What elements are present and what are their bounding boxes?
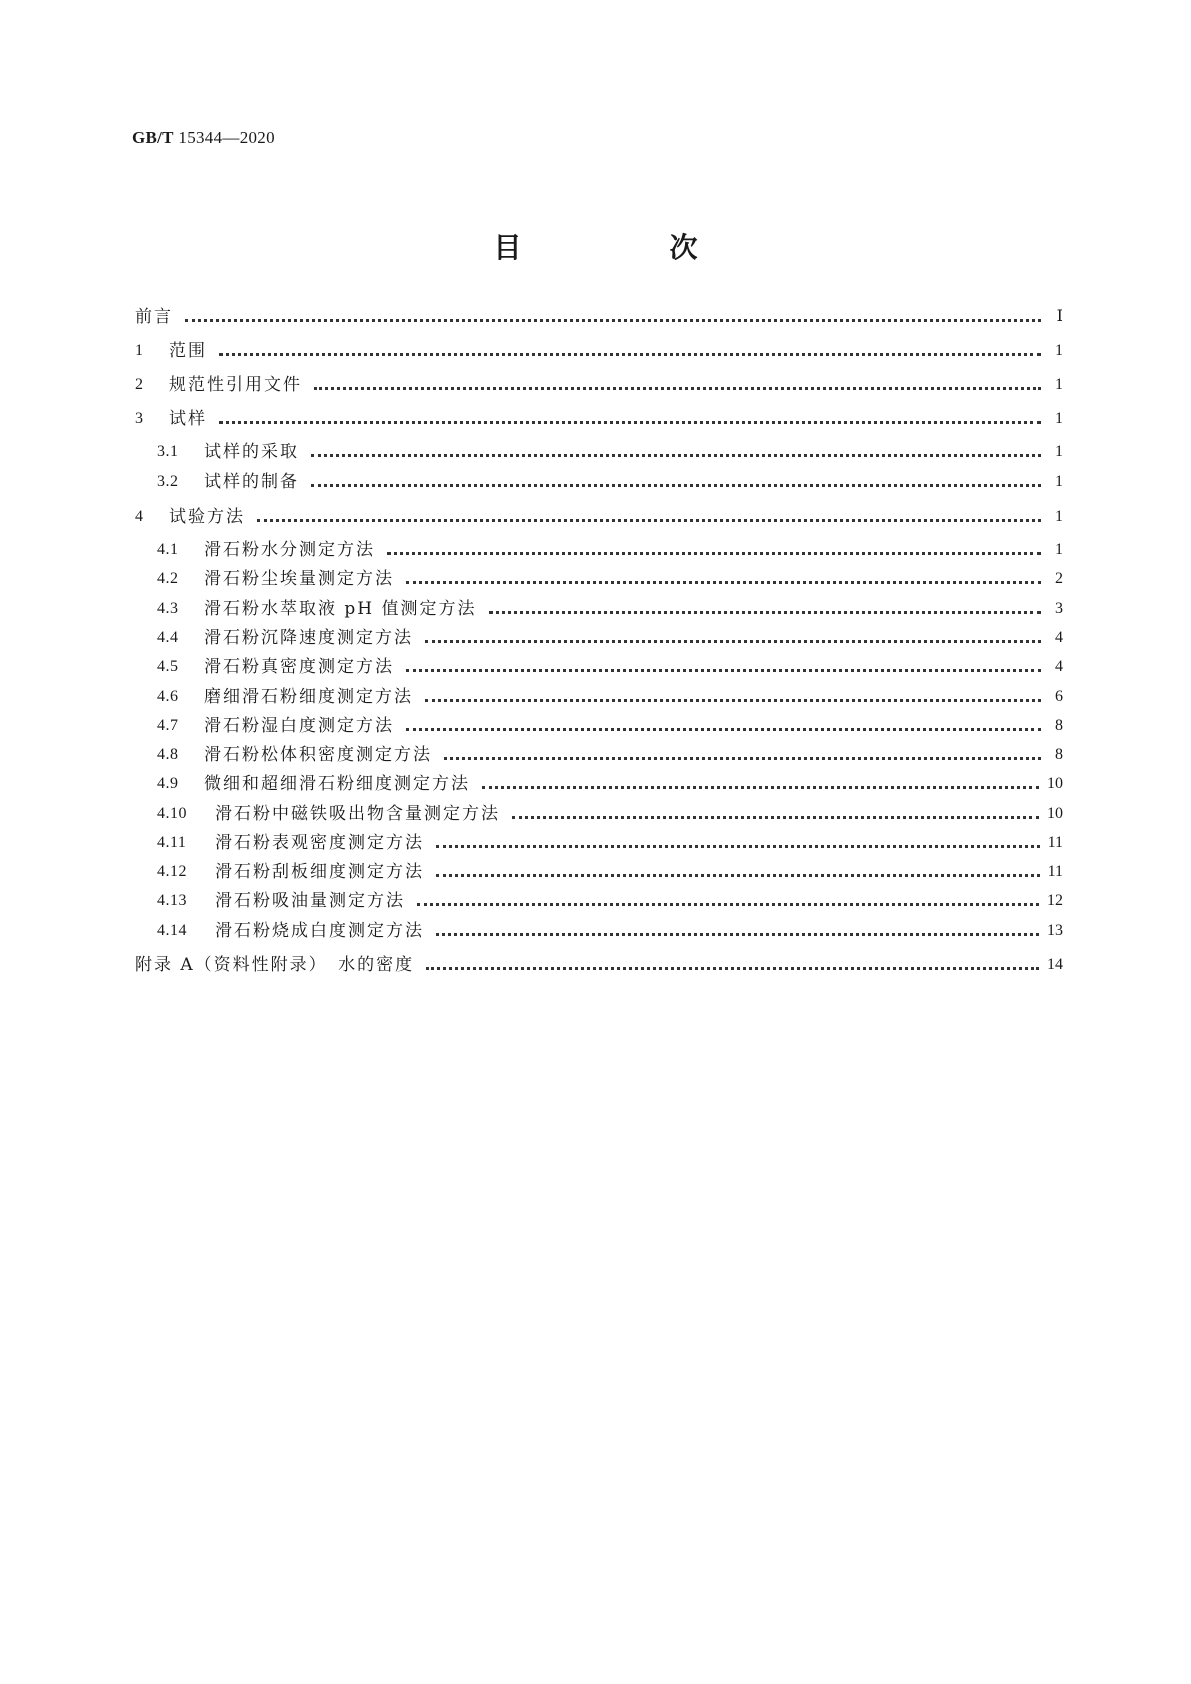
toc-entry[interactable] (135, 470, 1063, 494)
toc-entry-title: 滑石粉表观密度测定方法 (215, 833, 424, 853)
toc-page-number: Ⅰ (1056, 308, 1063, 325)
toc-entry[interactable] (135, 772, 1063, 796)
toc-page-number: 1 (1055, 410, 1063, 427)
toc-entry[interactable] (135, 860, 1063, 884)
toc-dot-leader (436, 874, 1040, 877)
standard-number: 15344—2020 (178, 128, 275, 147)
toc-entry-title: 滑石粉中磁铁吸出物含量测定方法 (215, 804, 500, 824)
toc-entry-number: 4.7 (157, 717, 179, 734)
toc-entry[interactable] (135, 440, 1063, 464)
toc-entry-number: 3.2 (157, 473, 179, 490)
toc-page-number: 10 (1047, 775, 1063, 792)
toc-page-number: 1 (1055, 376, 1063, 393)
toc-entry[interactable] (135, 655, 1063, 679)
toc-entry[interactable] (135, 919, 1063, 943)
toc-entry-title: 规范性引用文件 (169, 375, 302, 395)
standard-code: GB/T (132, 128, 174, 147)
toc-entry-title: 滑石粉沉降速度测定方法 (204, 628, 413, 648)
toc-entry[interactable] (135, 889, 1063, 913)
toc-entry-number: 4.11 (157, 834, 187, 851)
toc-entry-title: 微细和超细滑石粉细度测定方法 (204, 774, 470, 794)
toc-dot-leader (425, 699, 1041, 702)
toc-page-number: 1 (1055, 443, 1063, 460)
toc-dot-leader (512, 816, 1039, 819)
toc-page-number: 12 (1047, 892, 1063, 909)
toc-entry-title: 试样 (169, 409, 207, 429)
toc-entry-number: 4.4 (157, 629, 179, 646)
toc-entry-title: 滑石粉水萃取液 pH 值测定方法 (204, 599, 477, 619)
page-title: 目 次 (493, 231, 758, 264)
toc-entry[interactable] (135, 685, 1063, 709)
toc-dot-leader (436, 845, 1040, 848)
table-of-contents (135, 0, 1063, 1100)
toc-dot-leader (417, 903, 1039, 906)
toc-dot-leader (444, 757, 1041, 760)
toc-dot-leader (406, 581, 1041, 584)
toc-entry-title: 滑石粉刮板细度测定方法 (215, 862, 424, 882)
toc-page-number: 1 (1055, 473, 1063, 490)
toc-entry-title: 滑石粉松体积密度测定方法 (204, 745, 432, 765)
toc-page-number: 8 (1055, 746, 1063, 763)
toc-entry[interactable] (135, 597, 1063, 621)
toc-entry-title: 前言 (135, 307, 173, 327)
toc-dot-leader (314, 387, 1041, 390)
toc-page-number: 13 (1047, 922, 1063, 939)
toc-entry[interactable] (135, 714, 1063, 738)
toc-entry-title: 滑石粉尘埃量测定方法 (204, 569, 394, 589)
toc-dot-leader (436, 933, 1039, 936)
toc-entry-title: 范围 (169, 341, 207, 361)
toc-dot-leader (406, 669, 1041, 672)
toc-entry[interactable] (135, 953, 1063, 977)
toc-dot-leader (406, 728, 1041, 731)
toc-entry[interactable] (135, 339, 1063, 363)
toc-entry[interactable] (135, 305, 1063, 329)
toc-entry-number: 4.10 (157, 805, 187, 822)
toc-page-number: 14 (1047, 956, 1063, 973)
toc-entry-number: 4.3 (157, 600, 179, 617)
toc-page-number: 1 (1055, 508, 1063, 525)
toc-entry[interactable] (135, 538, 1063, 562)
toc-entry-title: 附录 A（资料性附录） 水的密度 (135, 955, 415, 975)
toc-page-number: 3 (1055, 600, 1063, 617)
toc-dot-leader (387, 552, 1041, 555)
toc-entry-number: 4.6 (157, 688, 179, 705)
toc-dot-leader (257, 519, 1041, 522)
toc-page-number: 2 (1055, 570, 1063, 587)
toc-dot-leader (219, 353, 1041, 356)
toc-page-number: 4 (1055, 629, 1063, 646)
toc-entry[interactable] (135, 505, 1063, 529)
toc-entry-title: 滑石粉水分测定方法 (204, 540, 375, 560)
toc-entry-number: 4.13 (157, 892, 187, 909)
toc-entry-number: 4.8 (157, 746, 179, 763)
toc-page-number: 10 (1047, 805, 1063, 822)
toc-entry-number: 3 (135, 410, 144, 427)
toc-entry-title: 磨细滑石粉细度测定方法 (204, 687, 413, 707)
toc-page-number: 11 (1047, 834, 1063, 851)
toc-entry[interactable] (135, 407, 1063, 431)
toc-entry-number: 4.9 (157, 775, 179, 792)
toc-entry-number: 1 (135, 342, 144, 359)
toc-entry[interactable] (135, 831, 1063, 855)
toc-page-number: 1 (1055, 541, 1063, 558)
toc-entry-number: 3.1 (157, 443, 179, 460)
toc-entry-number: 4 (135, 508, 144, 525)
toc-entry[interactable] (135, 373, 1063, 397)
toc-entry-number: 4.2 (157, 570, 179, 587)
toc-entry-number: 4.1 (157, 541, 179, 558)
toc-dot-leader (482, 786, 1039, 789)
toc-entry-number: 2 (135, 376, 144, 393)
toc-page-number: 8 (1055, 717, 1063, 734)
toc-dot-leader (219, 421, 1041, 424)
toc-entry[interactable] (135, 743, 1063, 767)
toc-entry[interactable] (135, 567, 1063, 591)
toc-entry-title: 滑石粉真密度测定方法 (204, 657, 394, 677)
toc-dot-leader (311, 484, 1041, 487)
toc-page-number: 4 (1055, 658, 1063, 675)
toc-entry-title: 试样的制备 (204, 472, 299, 492)
toc-entry-number: 4.12 (157, 863, 187, 880)
toc-dot-leader (489, 611, 1041, 614)
toc-page-number: 11 (1047, 863, 1063, 880)
toc-entry-number: 4.5 (157, 658, 179, 675)
toc-page-number: 6 (1055, 688, 1063, 705)
toc-dot-leader (426, 967, 1039, 970)
toc-entry-title: 滑石粉吸油量测定方法 (215, 891, 405, 911)
toc-entry-title: 滑石粉烧成白度测定方法 (215, 921, 424, 941)
toc-entry-title: 试样的采取 (204, 442, 299, 462)
toc-entry-title: 试验方法 (169, 507, 245, 527)
toc-entry[interactable] (135, 802, 1063, 826)
toc-entry[interactable] (135, 626, 1063, 650)
toc-dot-leader (185, 319, 1041, 322)
toc-entry-number: 4.14 (157, 922, 187, 939)
toc-dot-leader (425, 640, 1041, 643)
toc-page-number: 1 (1055, 342, 1063, 359)
toc-entry-title: 滑石粉湿白度测定方法 (204, 716, 394, 736)
toc-dot-leader (311, 454, 1041, 457)
